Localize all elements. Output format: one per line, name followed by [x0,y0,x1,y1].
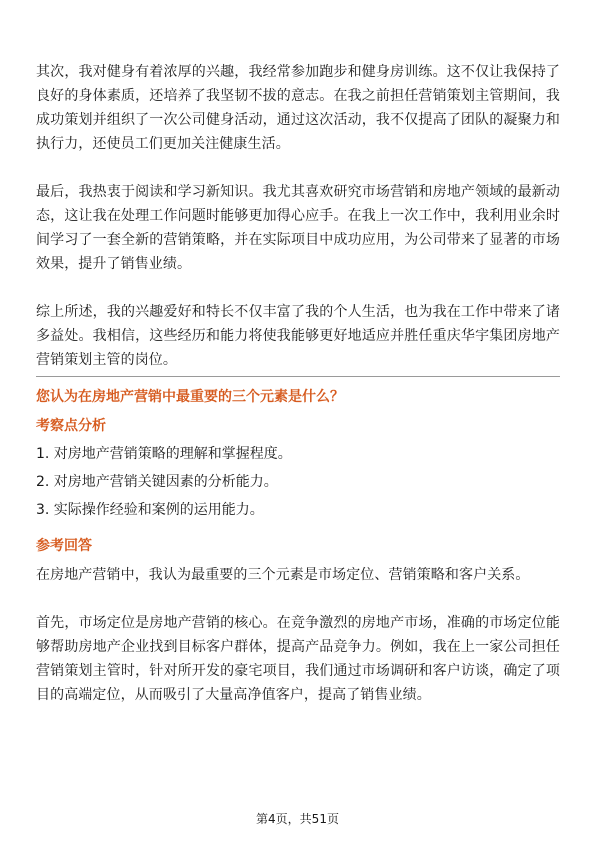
intro-paragraph-reading: 最后，我热衷于阅读和学习新知识。我尤其喜欢研究市场营销和房地产领域的最新动态，这让我在处理工作问题时能够更加得心应手。在我上一次工作中，我利用业余时间学习了一套全新的营销策略，并在实际项目中成功应用，为公司带来了显著的市场效果，提升了销售业绩。 [36,184,560,272]
spacer [36,276,560,300]
interview-question: 您认为在房地产营销中最重要的三个元素是什么？ [36,389,344,405]
spacer [36,587,560,611]
answer-paragraph-overview: 在房地产营销中，我认为最重要的三个元素是市场定位、营销策略和客户关系。 [36,567,530,583]
analysis-point: 3. 实际操作经验和案例的运用能力。 [36,502,264,518]
intro-paragraph-summary: 综上所述，我的兴趣爱好和特长不仅丰富了我的个人生活，也为我在工作中带来了诸多益处。我相信，这些经历和能力将使我能够更好地适应并胜任重庆华宇集团房地产营销策划主管的岗位。 [36,304,560,368]
page-number-footer: 第4页，共51页 [256,812,339,826]
spacer [36,156,560,180]
answer-paragraph-market-positioning: 首先，市场定位是房地产营销的核心。在竞争激烈的房地产市场，准确的市场定位能够帮助房地产企业找到目标客户群体，提高产品竞争力。例如，我在上一家公司担任营销策划主管时，针对所开发的豪宅项目，我们通过市场调研和客户访谈，确定了项目的高端定位，从而吸引了大量高净值客户，提高了销售业绩。 [36,615,560,703]
analysis-point: 2. 对房地产营销关键因素的分析能力。 [36,474,278,490]
analysis-point: 1. 对房地产营销策略的理解和掌握程度。 [36,446,292,462]
page-content [36,60,560,707]
section-divider [36,376,560,377]
answer-heading: 参考回答 [36,538,92,554]
analysis-heading: 考察点分析 [36,418,106,434]
intro-paragraph-fitness: 其次，我对健身有着浓厚的兴趣，我经常参加跑步和健身房训练。这不仅让我保持了良好的身体素质，还培养了我坚韧不拔的意志。在我之前担任营销策划主管期间，我成功策划并组织了一次公司健身活动，通过这次活动，我不仅提高了团队的凝聚力和执行力，还使员工们更加关注健康生活。 [36,64,560,152]
spacer [36,527,560,535]
